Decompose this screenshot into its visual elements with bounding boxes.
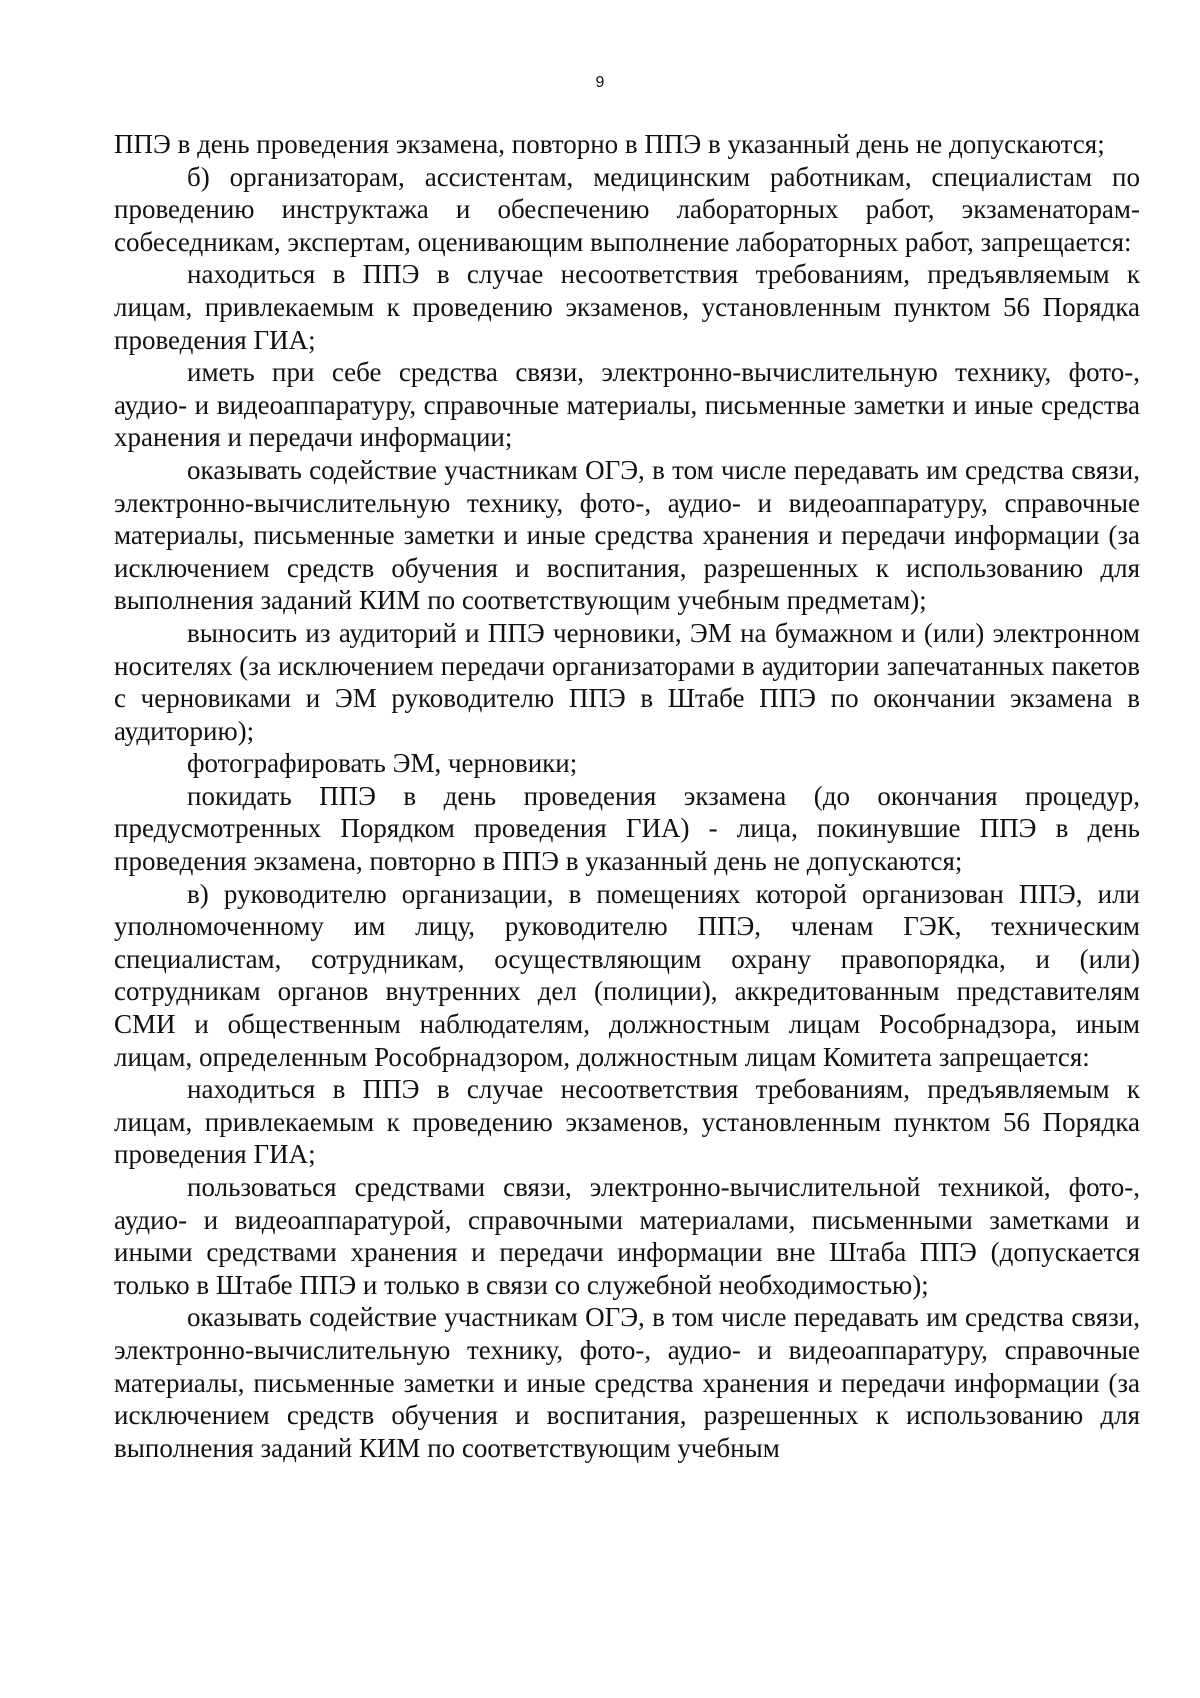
paragraph: выносить из аудиторий и ППЭ черновики, ЭМ на бумажном и (или) электронном носителях (за исключением передачи организаторами в аудитории запечатанных пакетов с черновиками и ЭМ руководителю ППЭ в Штабе ППЭ по окончании экзамена в аудиторию); <box>114 617 1140 746</box>
paragraph: покидать ППЭ в день проведения экзамена (до окончания процедур, предусмотренных Порядком проведения ГИА) - лица, покинувшие ППЭ в день проведения экзамена, повторно в ППЭ в указанный день не допускаются; <box>114 780 1140 877</box>
paragraph: находиться в ППЭ в случае несоответствия требованиям, предъявляемым к лицам, привлекаемым к проведению экзаменов, установленным пунктом 56 Порядка проведения ГИА; <box>114 1074 1140 1170</box>
paragraph: иметь при себе средства связи, электронно-вычислительную технику, фото-, аудио- и видеоаппаратуру, справочные материалы, письменные заметки и иные средства хранения и передачи информации; <box>114 357 1140 453</box>
document-body <box>114 128 1140 1464</box>
paragraph: пользоваться средствами связи, электронно-вычислительной техникой, фото-, аудио- и видеоаппаратурой, справочными материалами, письменными заметками и иными средствами хранения и передачи информации вне Штаба ППЭ (допускается только в Штабе ППЭ и только в связи со служебной необходимостью); <box>114 1172 1140 1300</box>
paragraph: б) организаторам, ассистентам, медицинским работникам, специалистам по проведению инструктажа и обеспечению лабораторных работ, экзаменаторам-собеседникам, экспертам, оценивающим выполнение лабораторных работ, запрещается: <box>114 161 1140 257</box>
paragraph: оказывать содействие участникам ОГЭ, в том числе передавать им средства связи, электронно-вычислительную технику, фото-, аудио- и видеоаппаратуру, справочные материалы, письменные заметки и иные средства хранения и передачи информации (за исключением средств обучения и воспитания, разрешенных к использованию для выполнения заданий КИМ по соответствующим учебным предметам); <box>114 454 1140 616</box>
paragraph-last: оказывать содействие участникам ОГЭ, в том числе передавать им средства связи, электронно-вычислительную технику, фото-, аудио- и видеоаппаратуру, справочные материалы, письменные заметки и иные средства хранения и передачи информации (за исключением средств обучения и воспитания, разрешенных к использованию для выполнения заданий КИМ по соответствующим учебным <box>114 1302 1140 1463</box>
paragraph: фотографировать ЭМ, черновики; <box>187 748 578 779</box>
paragraph: в) руководителю организации, в помещениях которой организован ППЭ, или уполномоченному им лицу, руководителю ППЭ, членам ГЭК, техническим специалистам, сотрудникам, осуществляющим охрану правопорядка, и (или) сотрудникам органов внутренних дел (полиции), аккредитованным представителям СМИ и общественным наблюдателям, должностным лицам Рособрнадзора, иным лицам, определенным Рособрнадзором, должностным лицам Комитета запрещается: <box>114 878 1140 1072</box>
paragraph: ППЭ в день проведения экзамена, повторно в ППЭ в указанный день не допускаются; <box>114 129 1105 159</box>
paragraph: находиться в ППЭ в случае несоответствия требованиям, предъявляемым к лицам, привлекаемым к проведению экзаменов, установленным пунктом 56 Порядка проведения ГИА; <box>114 259 1140 355</box>
page-number: 9 <box>595 74 605 91</box>
